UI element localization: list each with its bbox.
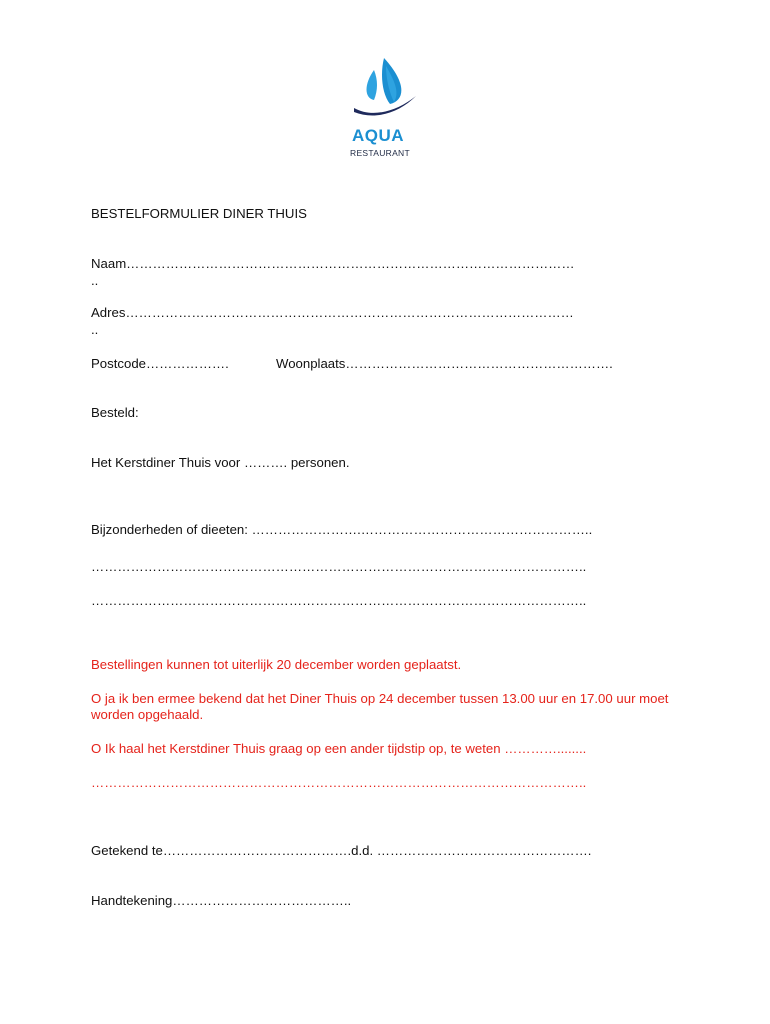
getekend-field: Getekend te…………………………………….d.d. …………………………………………. xyxy=(91,843,592,858)
handtekening-field: Handtekening………………………………….. xyxy=(91,893,352,908)
postcode-field: Postcode………………. xyxy=(91,356,229,371)
logo-brand-text: AQUA xyxy=(352,126,405,145)
logo-subtitle-text: RESTAURANT xyxy=(350,148,410,158)
bijzonderheden-dots-1: ………………………………………………………………………………………………….. xyxy=(91,559,587,574)
form-title: BESTELFORMULIER DINER THUIS xyxy=(91,206,307,221)
deadline-notice: Bestellingen kunnen tot uiterlijk 20 december worden geplaatst. xyxy=(91,657,462,672)
pickup-option-1: O ja ik ben ermee bekend dat het Diner Thuis op 24 december tussen 13.00 uur en 17.00 uur moet worden opgehaald. xyxy=(91,691,669,722)
naam-field-continuation: .. xyxy=(91,273,99,288)
adres-field: Adres………………………………………………………………………………………… xyxy=(91,305,574,320)
aqua-restaurant-logo xyxy=(346,56,422,160)
bijzonderheden-field: Bijzonderheden of dieeten: …………………….…………………………………………….. xyxy=(91,522,593,537)
adres-field-continuation: .. xyxy=(91,322,99,337)
kerstdiner-persons-field: Het Kerstdiner Thuis voor ………. personen. xyxy=(91,455,350,470)
besteld-label: Besteld: xyxy=(91,405,139,420)
sailboat-icon xyxy=(350,56,418,126)
bijzonderheden-dots-2: ………………………………………………………………………………………………….. xyxy=(91,593,587,608)
pickup-option-2-dots: ………………………………………………………………………………………………….. xyxy=(91,775,587,790)
naam-field: Naam………………………………………………………………………………………… xyxy=(91,256,575,271)
woonplaats-field: Woonplaats……………………………………………………. xyxy=(276,356,613,371)
pickup-option-2: O Ik haal het Kerstdiner Thuis graag op een ander tijdstip op, te weten …………........ xyxy=(91,741,587,756)
